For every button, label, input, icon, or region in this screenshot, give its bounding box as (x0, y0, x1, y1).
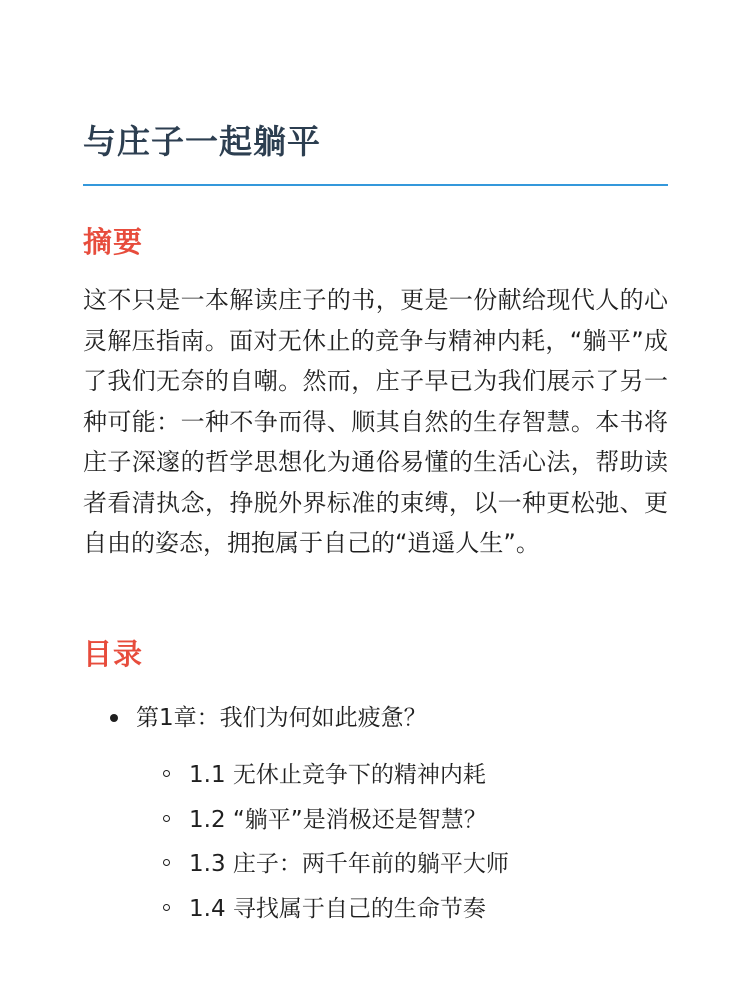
bullet-icon (110, 714, 118, 722)
toc-section-item[interactable] (83, 798, 668, 843)
table-of-contents (83, 698, 668, 931)
chapter-label: 第1章：我们为何如此疲惫？ (136, 705, 427, 731)
toc-heading: 目录 (83, 637, 144, 671)
abstract-paragraph: 这不只是一本解读庄子的书，更是一份献给现代人的心灵解压指南。面对无休止的竞争与精神内耗，“躺平”成了我们无奈的自嘲。然而，庄子早已为我们展示了另一种可能：一种不争而得、顺其自然的生存智慧。本书将庄子深邃的哲学思想化为通俗易懂的生活心法，帮助读者看清执念，挣脱外界标准的束缚，以一种更松弛、更自由的姿态，拥抱属于自己的“逍遥人生”。 (83, 286, 668, 557)
book-title: 与庄子一起躺平 (83, 122, 321, 161)
section-label: 1.2 “躺平”是消极还是智慧？ (189, 806, 487, 833)
section-label: 1.4 寻找属于自己的生命节奏 (189, 895, 486, 922)
toc-section-item[interactable] (83, 753, 668, 798)
circle-bullet-icon (163, 770, 170, 777)
section-label: 1.3 庄子：两千年前的躺平大师 (189, 851, 509, 877)
abstract-heading: 摘要 (83, 225, 144, 259)
circle-bullet-icon (163, 859, 170, 866)
circle-bullet-icon (163, 904, 170, 911)
toc-section-item[interactable] (83, 842, 668, 887)
section-label: 1.1 无休止竞争下的精神内耗 (189, 762, 486, 788)
title-divider (83, 184, 668, 186)
toc-section-item[interactable] (83, 887, 668, 932)
toc-section-list (83, 753, 668, 931)
circle-bullet-icon (163, 815, 170, 822)
toc-chapter-item[interactable] (83, 698, 668, 738)
